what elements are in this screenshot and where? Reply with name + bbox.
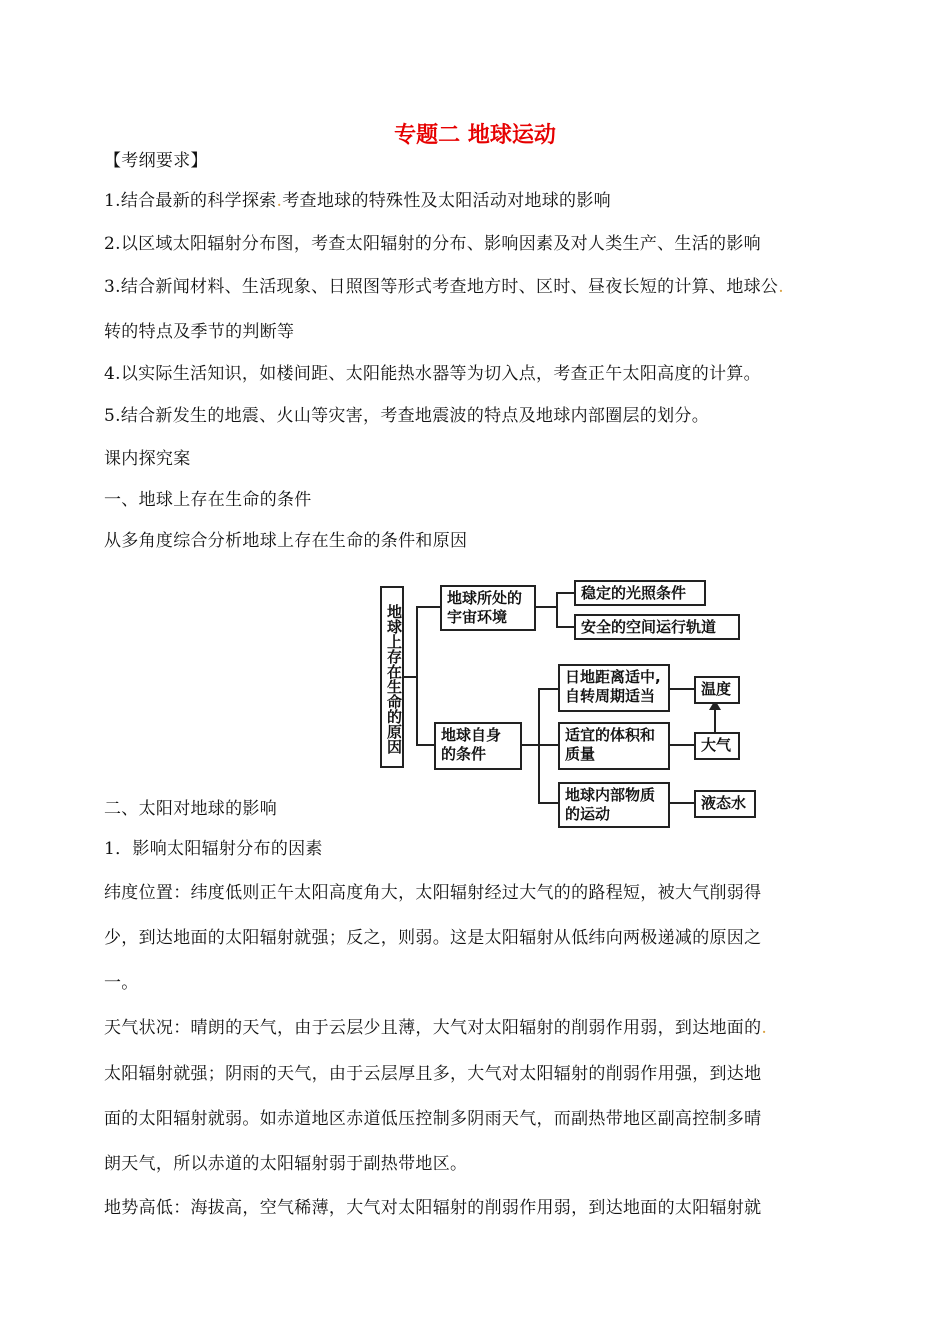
leaf-stable-light: 稳定的光照条件: [574, 580, 706, 606]
section1-subtitle: 从多角度综合分析地球上存在生命的条件和原因: [104, 531, 468, 551]
connector: [556, 592, 574, 594]
outline-item-2: 2.以区域太阳辐射分布图，考查太阳辐射的分布、影响因素及对人类生产、生活的影响: [104, 234, 761, 254]
connector: [538, 688, 558, 690]
outline-item-1: [104, 190, 611, 212]
paragraph-text: 天气状况：晴朗的天气，由于云层少且薄，大气对太阳辐射的削弱作用弱，到达地面的: [104, 1018, 762, 1038]
section1-heading: 一、地球上存在生命的条件: [104, 490, 312, 510]
paragraph-line: 一。: [104, 973, 139, 993]
connector: [416, 606, 418, 746]
outline-item-3-cont: 转的特点及季节的判断等: [104, 322, 295, 342]
section2-sub1: 1．影响太阳辐射分布的因素: [104, 839, 323, 859]
connector: [538, 802, 558, 804]
connector: [404, 676, 418, 678]
paragraph-line: 面的太阳辐射就弱。如赤道地区赤道低压控制多阴雨天气，而副热带地区副高控制多晴: [104, 1109, 762, 1129]
ink-dot: .: [761, 1018, 768, 1038]
outline-item-4: 4.以实际生活知识，如楼间距、太阳能热水器等为切入点，考查正午太阳高度的计算。: [104, 364, 761, 384]
result-temperature: 温度: [694, 676, 740, 704]
connector: [556, 626, 574, 628]
diagram-root: 地球上存在生命的原因: [380, 586, 404, 768]
paragraph-line: 纬度位置：纬度低则正午太阳高度角大，太阳辐射经过大气的的路程短，被大气削弱得: [104, 883, 762, 903]
connector: [670, 688, 694, 690]
connector: [556, 592, 558, 628]
section-intro: 课内探究案: [104, 449, 191, 469]
leaf-internal-motion: 地球内部物质的运动: [558, 782, 670, 828]
leaf-distance-rotation: 日地距离适中,自转周期适当: [558, 664, 670, 712]
page-title: 专题二 地球运动: [394, 123, 556, 148]
connector: [522, 744, 540, 746]
outline-item-5: 5.结合新发生的地震、火山等灾害，考查地震波的特点及地球内部圈层的划分。: [104, 406, 710, 426]
result-atmosphere: 大气: [694, 732, 740, 760]
connector: [538, 688, 540, 804]
paragraph-line: 朗天气，所以赤道的太阳辐射弱于副热带地区。: [104, 1154, 468, 1174]
result-liquid-water: 液态水: [694, 790, 756, 818]
connector: [670, 744, 694, 746]
leaf-volume-mass: 适宜的体积和质量: [558, 722, 670, 770]
paragraph-line: 地势高低：海拔高，空气稀薄，大气对太阳辐射的削弱作用弱，到达地面的太阳辐射就: [104, 1198, 762, 1218]
connector: [416, 744, 434, 746]
arrow-shaft: [714, 708, 716, 732]
arrow-up-icon: [709, 700, 721, 710]
outline-heading: 【考纲要求】: [104, 151, 208, 171]
outline-item-3: [104, 276, 784, 298]
connector: [416, 606, 440, 608]
paragraph-line: 太阳辐射就强；阴雨的天气，由于云层厚且多，大气对太阳辐射的削弱作用强，到达地: [104, 1064, 762, 1084]
paragraph-line: 少，到达地面的太阳辐射就强；反之，则弱。这是太阳辐射从低纬向两极递减的原因之: [104, 928, 762, 948]
connector: [670, 802, 694, 804]
leaf-safe-orbit: 安全的空间运行轨道: [574, 614, 740, 640]
branch-earth-itself: 地球自身的条件: [434, 722, 522, 770]
outline-item-1-part-a: 1.结合最新的科学探索: [104, 191, 277, 211]
branch-cosmic-environment: 地球所处的宇宙环境: [440, 585, 536, 631]
paragraph-line: [104, 1017, 767, 1039]
section2-heading: 二、太阳对地球的影响: [104, 799, 277, 819]
ink-dot: .: [778, 277, 784, 297]
connector: [538, 744, 558, 746]
connector: [536, 606, 558, 608]
outline-item-3-text: 3.结合新闻材料、生活现象、日照图等形式考查地方时、区时、昼夜长短的计算、地球公: [104, 277, 779, 297]
outline-item-1-part-b: 考查地球的特殊性及太阳活动对地球的影响: [282, 191, 611, 211]
ink-dot: .: [276, 191, 283, 211]
